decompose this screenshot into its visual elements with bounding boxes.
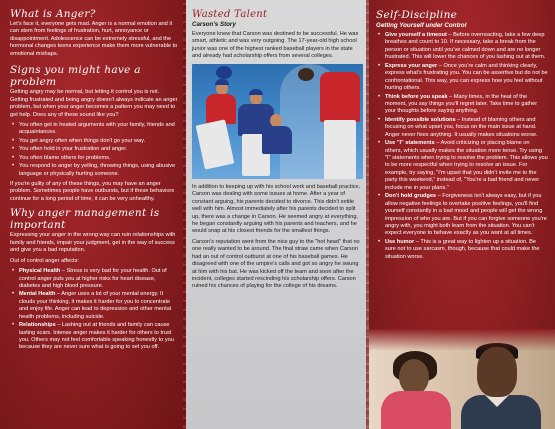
tip-title: Use "I" statements bbox=[385, 140, 435, 147]
signs-intro-paragraph: Getting angry may be normal, but letting it control you is not. Getting frustrated and being angry doesn't always indicate an anger problem, but when your anger becomes a pattern you may need to get help. Does any of these sound like you? bbox=[10, 89, 178, 118]
tip-title: Express your anger bbox=[385, 62, 438, 69]
affect-title: Physical Health bbox=[19, 268, 61, 275]
intro-paragraph: Let's face it, everyone gets mad. Anger is a normal emotion and it can stem from feelings of frustration, hurt, annoyance or disappointment. Adolescence can be extremely stressful, and the hormonal changes teens experience make them more vulnerable to emotional mishaps. bbox=[10, 21, 178, 57]
affects-intro: Out of control anger affects: bbox=[10, 257, 79, 264]
signs-list bbox=[10, 122, 178, 178]
middle-panel bbox=[186, 0, 369, 429]
importance-paragraph: Expressing your anger in the wrong way can ruin relationships with family and friends, impair your judgment, get in the way of success and give you a bad reputation. bbox=[10, 232, 176, 254]
list-item bbox=[10, 268, 178, 290]
list-item: • You often get in heated arguments with your family, friends and acquaintances. bbox=[10, 122, 178, 137]
affect-title: Relationships bbox=[19, 322, 56, 329]
right-panel bbox=[369, 0, 555, 429]
list-item: • You get angry often when things don't go your way. bbox=[10, 138, 178, 145]
tip-text: – Forgiveness isn't always easy, but if you allow negative feelings to overtake positive feelings, you'll find yourself constantly in a bad mood and people will get the wrong impression of who you are. But if you can forgive someone you're angry with, you might both learn from the situation. You can't expect everyone to behave exactly as you want at all times. bbox=[385, 193, 547, 237]
affects-list bbox=[10, 268, 178, 352]
tip-text: – This is a great way to lighten up a situation. Be sure not to use sarcasm, though, because that could make the situation worse. bbox=[385, 238, 540, 260]
baseball-players-photo bbox=[192, 64, 363, 179]
glove-icon bbox=[216, 66, 232, 79]
left-panel bbox=[0, 0, 186, 429]
story-paragraph-1: Everyone knew that Carson was destined to be successful. He was smart, athletic and was very outgoing. The 17-year-old high school junior was one of the highest ranked baseball players in the state and already had scholarship offers from several colleges. bbox=[192, 31, 359, 60]
tip-text: – Once you're calm and thinking clearly, express what's frustrating you. You can be assertive but do not be confrontational. This way, you can express how you feel without hurting others. bbox=[385, 62, 548, 92]
tip-title: Think before you speak bbox=[385, 93, 448, 100]
tip-title: Don't hold grudges bbox=[385, 193, 437, 200]
tip-text: – Avoid criticizing or placing blame on others, which usually makes the situation more tense. Try using "I" statements when trying to resolve the problem. This allows you to be more respectful when trying to resolve an issue. For example, try saying, "I'm upset that you didn't invite me to the party this weekend," instead of, "You're a bad friend and never include me in your plans." bbox=[385, 140, 548, 191]
affect-text: – Anger uses a lot of your mental energy. It clouds your thinking, it makes it harder for you to concentrate and enjoy life. Anger can lead to depression and other mental health problems, including suicide. bbox=[19, 291, 172, 320]
section-heading-what-is-anger: What is Anger? bbox=[10, 8, 96, 20]
story-paragraph-2: In addition to keeping up with his school work and baseball practice, Carson was dealing with some issues at home. After a year of constant arguing, his parents decided to divorce. This didn't settle well with him. Almost immediately after his parents decided to split up, there was a change in Carson. He seemed angry at everything, he began constantly arguing with his parents and teachers, and he would snap at his closest friends for the smallest things. bbox=[192, 183, 361, 235]
affect-title: Mental Health bbox=[19, 291, 56, 298]
affect-text: – Lashing out at friends and family can cause lasting scars. Intense anger makes it harder for others to trust you. Others may not feel comfortable speaking honestly to you because they are never sure what is going to set you off. bbox=[19, 322, 174, 351]
list-item: • You often blame others for problems. bbox=[10, 155, 178, 162]
list-item bbox=[376, 32, 548, 62]
tips-list bbox=[376, 32, 548, 261]
tip-title: Identify possible solutions bbox=[385, 116, 456, 123]
section-heading-signs: Signs you might have a problem bbox=[10, 64, 141, 89]
self-discipline-subtitle: Getting Yourself under Control bbox=[376, 22, 467, 29]
tip-title: Use humor bbox=[385, 238, 415, 245]
tip-title: Give yourself a timeout bbox=[385, 32, 447, 38]
teen-and-mother-photo bbox=[369, 329, 555, 429]
section-heading-self-discipline: Self-Discipline bbox=[376, 9, 458, 21]
list-item bbox=[376, 63, 548, 93]
list-item bbox=[376, 193, 548, 238]
story-subtitle: Carson's Story bbox=[192, 21, 236, 28]
section-heading-why-important: Why anger management is important bbox=[10, 207, 160, 232]
list-item bbox=[376, 239, 548, 261]
list-item bbox=[10, 291, 178, 321]
list-item bbox=[10, 322, 178, 352]
glove-icon bbox=[298, 68, 314, 81]
list-item: • You often hold in your frustration and anger. bbox=[10, 146, 178, 153]
affect-text: – Stress is very bad for your health. Out of control anger puts you at higher risks for heart disease, diabetes and high blood pressure. bbox=[19, 268, 167, 289]
tip-text: – Before overreacting, take a few deep breathes and count to 10. If necessary, take a break from the person or situation until you've calmed down and are no longer frustrated. This will lower the chances of you lashing out at them. bbox=[385, 32, 546, 61]
signs-conclusion-paragraph: If you're guilty of any of these things, you may have an anger problem. Sometimes people have outbursts, but if these behaviors continue for a long period of time, it can be very unhealthy. bbox=[10, 181, 175, 202]
section-heading-wasted-talent: Wasted Talent bbox=[192, 9, 268, 20]
list-item: • You respond to anger by yelling, throwing things, using abusive language or physically hurting someone. bbox=[10, 163, 178, 178]
list-item bbox=[376, 117, 548, 139]
list-item bbox=[376, 140, 548, 192]
tip-text: – Instead of blaming others and focusing on what upset you, focus on the main issue at hand. Anger never fixes anything. It usually makes situations worse. bbox=[385, 116, 538, 138]
story-paragraph-3: Carson's reputation went from the nice guy to the "hot head" that no one really wanted to be around. The final straw came when Carson had an out of control outburst at one of his baseball games. He disagreed with one of the umpire's calls and got so angry he swung at him with his bat. He was kicked off the team and soon after the incident, colleges started rescinding his scholarship offers. Carson ruined his chances of playing for the college of his dreams. bbox=[192, 238, 360, 290]
list-item bbox=[376, 94, 548, 116]
tip-text: – Many times, in the heat of the moment, you say things you'll regret later. Take time to gather your thoughts before saying anything. bbox=[385, 93, 538, 115]
